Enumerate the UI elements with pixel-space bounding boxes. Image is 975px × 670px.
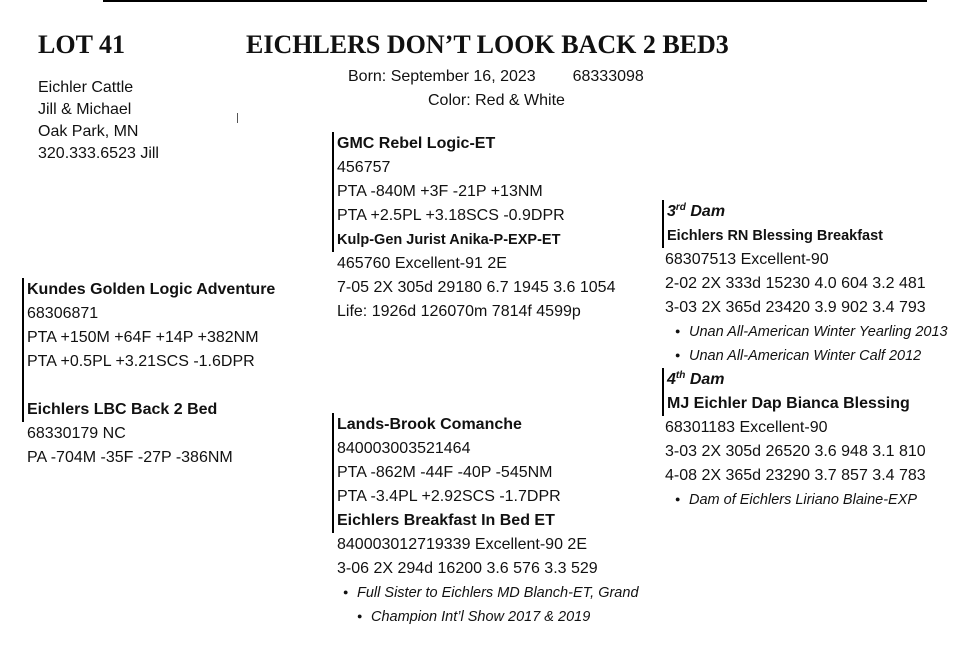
top-rule [103,0,927,2]
dam-reg: 68330179 NC [27,425,126,442]
sire-of-sire-pta1: PTA -840M +3F -21P +13NM [337,183,543,200]
third-dam-details [662,248,948,368]
dam-of-sire-block [332,228,615,324]
sire-block [22,278,275,422]
granddam-reg: 840003012719339 Excellent-90 2E [337,536,587,553]
sire-of-sire-pta2: PTA +2.5PL +3.18SCS -0.9DPR [337,207,565,224]
granddam-details [332,533,639,629]
birth-line [348,68,644,86]
granddam-note: ● Full Sister to Eichlers MD Blanch-ET, Grand [343,581,639,605]
owner-names: Jill & Michael [38,101,132,118]
fourth-dam-heading-word: Dam [689,371,725,388]
fourth-dam-record2: 4-08 2X 365d 23290 3.7 857 3.4 783 [665,467,926,484]
sire-pta2: PTA +0.5PL +3.21SCS -1.6DPR [27,353,255,370]
sire-of-dam-section [332,413,639,629]
born-date: Born: September 16, 2023 [348,68,536,85]
lot-number: LOT 41 [38,30,125,59]
third-dam-record2: 3-03 2X 365d 23420 3.9 902 3.4 793 [665,299,926,316]
dam-name: Eichlers LBC Back 2 Bed [27,401,218,418]
sire-name: Kundes Golden Logic Adventure [27,281,276,298]
third-dam-heading-num: 3 [667,203,676,220]
fourth-dam-heading [667,368,948,392]
third-dam-note-1: ● Unan All-American Winter Yearling 2013 [675,320,948,344]
granddam-name: Eichlers Breakfast In Bed ET [337,512,555,529]
sire-of-dam-pta2: PTA -3.4PL +2.92SCS -1.7DPR [337,488,561,505]
divider-tick [237,113,238,123]
fourth-dam-heading-num: 4 [667,371,676,388]
fourth-dam-block [662,368,948,416]
fourth-dam-reg: 68301183 Excellent-90 [665,419,828,436]
sire-reg: 68306871 [27,305,99,322]
owner-info [38,77,159,165]
sire-pta1: PTA +150M +64F +14P +382NM [27,329,259,346]
fourth-dam-record1: 3-03 2X 305d 26520 3.6 948 3.1 810 [665,443,926,460]
third-dam-heading-word: Dam [690,203,726,220]
third-dam-name: Eichlers RN Blessing Breakfast [667,228,883,244]
granddam-note-line2: Champion Int’l Show 2017 & 2019 [371,609,591,625]
dam-of-sire-record: 7-05 2X 305d 29180 6.7 1945 3.6 1054 [337,279,616,296]
owner-location: Oak Park, MN [38,123,139,140]
fourth-dam-details [662,416,948,512]
third-dam-note-2: ● Unan All-American Winter Calf 2012 [675,344,948,368]
sire-of-sire-reg: 456757 [337,159,391,176]
fourth-dam-heading-sup: th [675,370,686,381]
sire-of-dam-name: Lands-Brook Comanche [337,416,522,433]
third-dam-reg: 68307513 Excellent-90 [665,251,829,268]
sire-of-dam-reg: 840003003521464 [337,440,471,457]
sire-of-sire-section [332,132,615,324]
third-dam-heading-sup: rd [675,202,686,213]
sire-of-sire-name: GMC Rebel Logic-ET [337,135,496,152]
third-dam-block [662,200,948,248]
dam-details [27,422,233,470]
sire-of-dam-pta1: PTA -862M -44F -40P -545NM [337,464,553,481]
third-dam-heading [667,200,948,224]
owner-phone: 320.333.6523 Jill [38,145,159,162]
sire-of-sire-block [332,132,615,228]
granddam-record: 3-06 2X 294d 16200 3.6 576 3.3 529 [337,560,598,577]
dam-of-sire-reg: 465760 Excellent-91 2E [337,255,507,272]
sire-of-dam-block [332,413,639,533]
page-title: EICHLERS DON’T LOOK BACK 2 BED3 [246,30,729,59]
dam-pa: PA -704M -35F -27P -386NM [27,449,233,466]
third-dam-record1: 2-02 2X 333d 15230 4.0 604 3.2 481 [665,275,926,292]
third-dam-section [662,200,948,512]
fourth-dam-note-1: ● Dam of Eichlers Liriano Blaine-EXP [675,488,948,512]
registration-number: 68333098 [572,68,644,85]
dam-of-sire-life: Life: 1926d 126070m 7814f 4599p [337,303,581,320]
granddam-note-cont [357,605,639,629]
color-line: Color: Red & White [428,92,565,109]
spacer [27,374,275,398]
fourth-dam-name: MJ Eichler Dap Bianca Blessing [667,395,910,412]
dam-of-sire-name: Kulp-Gen Jurist Anika-P-EXP-ET [332,228,615,252]
owner-farm: Eichler Cattle [38,79,134,96]
